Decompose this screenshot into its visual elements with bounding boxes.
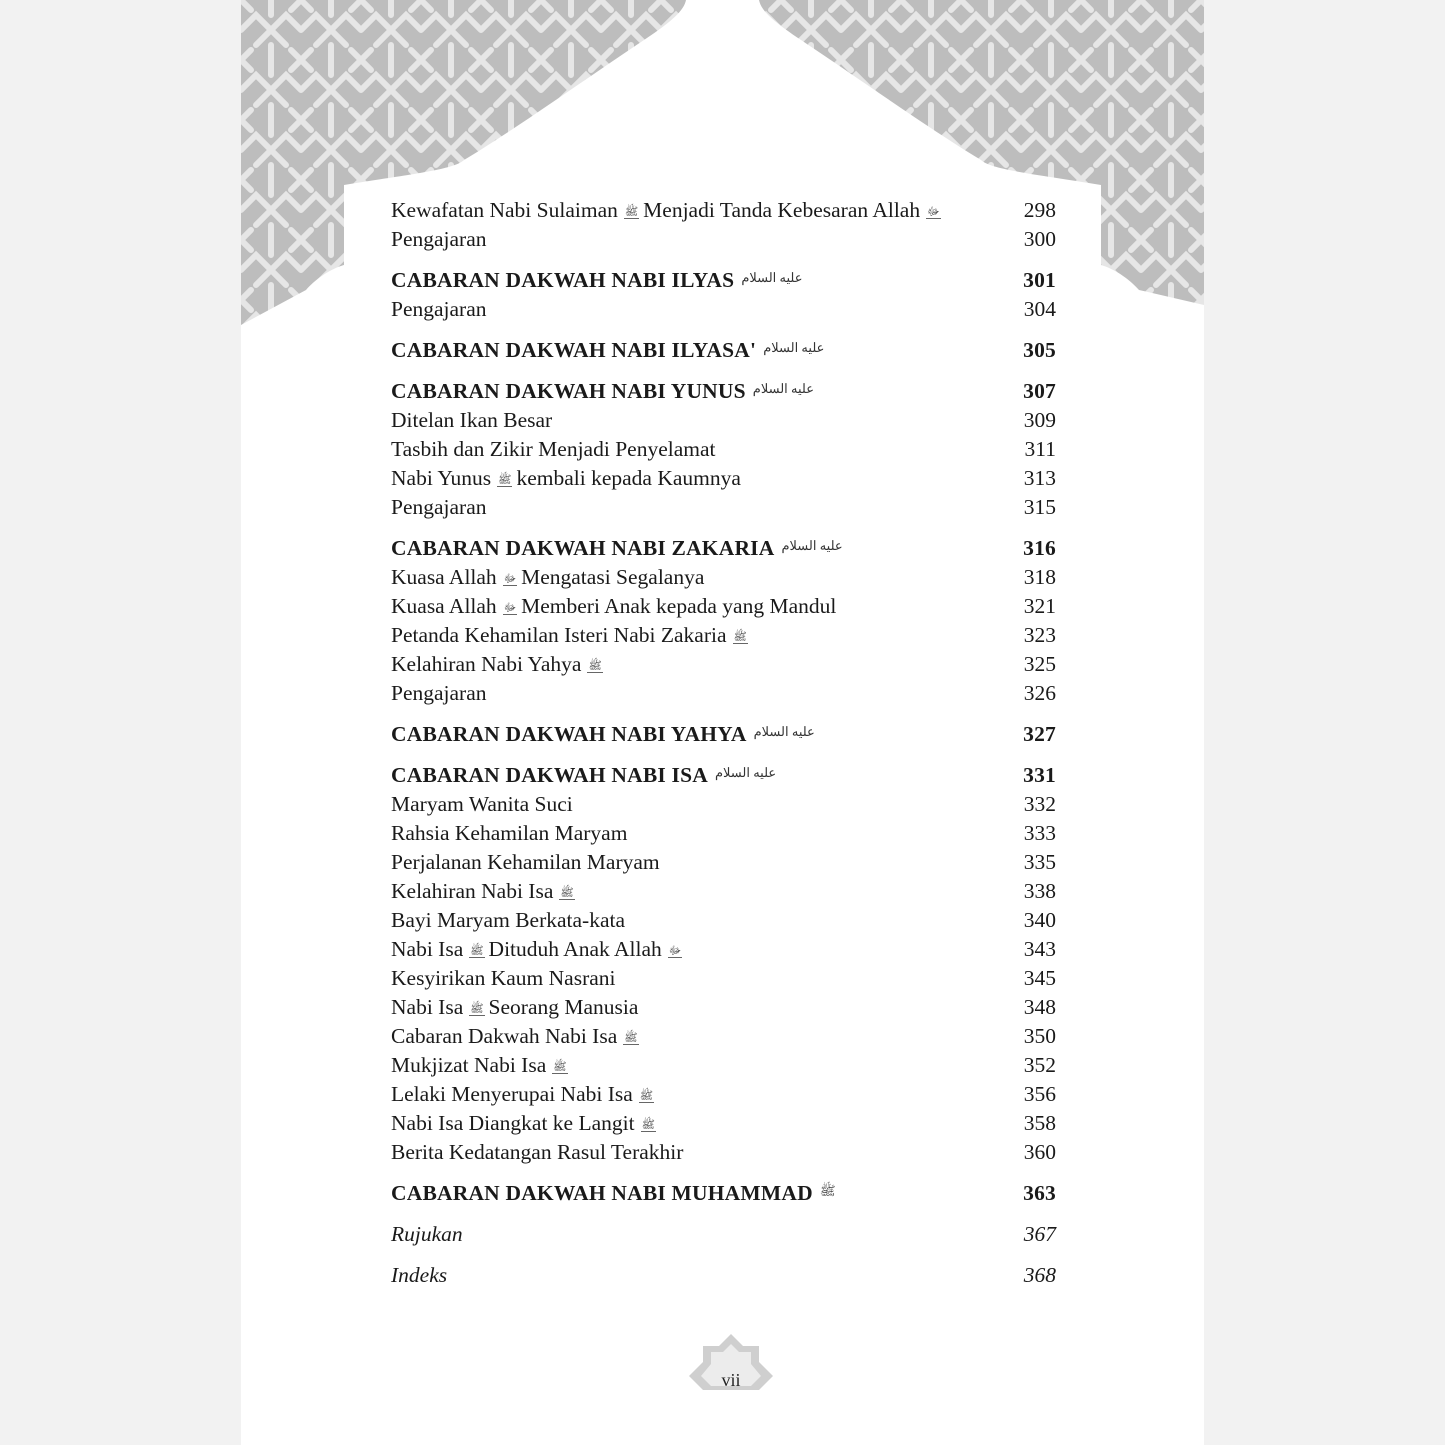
honorific-calligraphy-icon: ﷺ	[733, 631, 747, 643]
toc-entry-title	[391, 848, 660, 877]
toc-page-number: 367	[1023, 1222, 1056, 1246]
toc-entry-title	[391, 877, 579, 906]
toc-entry-text: Bayi Maryam Berkata-kata	[391, 908, 626, 932]
toc-entry[interactable]	[391, 464, 1056, 493]
toc-entry-text: Maryam Wanita Suci	[391, 792, 573, 816]
toc-entry[interactable]	[391, 650, 1056, 679]
toc-entry-title	[391, 534, 848, 563]
page-number: vii	[721, 1370, 741, 1390]
toc-entry-text: Perjalanan Kehamilan Maryam	[391, 850, 660, 874]
toc-page-number: 323	[1023, 623, 1056, 647]
toc-page-number: 309	[1023, 408, 1056, 432]
toc-entry[interactable]	[391, 877, 1056, 906]
honorific-calligraphy-icon: عليه السلام	[752, 381, 814, 396]
toc-entry[interactable]	[391, 819, 1056, 848]
honorific-calligraphy-icon: ﷺ	[470, 945, 484, 957]
toc-entry[interactable]	[391, 1109, 1056, 1138]
toc-entry-title	[391, 1109, 660, 1138]
toc-chapter-heading[interactable]	[391, 720, 1056, 749]
book-page	[241, 0, 1204, 1445]
toc-entry-text: CABARAN DAKWAH NABI ZAKARIA	[391, 536, 775, 560]
toc-entry[interactable]	[391, 196, 1056, 225]
toc-page-number: 327	[1023, 722, 1056, 746]
toc-entry-text-continued: Seorang Manusia	[488, 995, 639, 1019]
toc-page-number: 348	[1023, 995, 1056, 1019]
toc-entry[interactable]	[391, 225, 1056, 254]
honorific-calligraphy-icon: ﷻ	[503, 573, 517, 585]
toc-entry-title	[391, 790, 573, 819]
toc-entry-text: Kesyirikan Kaum Nasrani	[391, 966, 616, 990]
toc-entry[interactable]	[391, 1220, 1056, 1249]
toc-entry-text: Pengajaran	[391, 297, 487, 321]
honorific-calligraphy-icon: ﷺ	[624, 206, 639, 218]
honorific-calligraphy-icon: ﷺ	[470, 1003, 484, 1015]
toc-page-number: 358	[1023, 1111, 1056, 1135]
toc-page-number: 356	[1023, 1082, 1056, 1106]
toc-entry-text: Kuasa Allah	[391, 565, 497, 589]
toc-entry-text-continued: Dituduh Anak Allah	[488, 937, 662, 961]
toc-entry-text: CABARAN DAKWAH NABI YAHYA	[391, 722, 747, 746]
toc-page-number: 345	[1023, 966, 1056, 990]
toc-entry[interactable]	[391, 679, 1056, 708]
toc-entry-title	[391, 1051, 572, 1080]
page-number-badge	[689, 1334, 773, 1394]
toc-entry-text-continued: Menjadi Tanda Kebesaran Allah	[643, 198, 921, 222]
toc-entry-text: Rahsia Kehamilan Maryam	[391, 821, 628, 845]
toc-entry[interactable]	[391, 435, 1056, 464]
toc-entry-title	[391, 592, 836, 621]
toc-entry-title	[391, 196, 945, 225]
toc-page-number: 333	[1023, 821, 1056, 845]
toc-entry-title	[391, 225, 487, 254]
honorific-calligraphy-icon: عليه السلام	[741, 270, 803, 285]
toc-entry-text: CABARAN DAKWAH NABI YUNUS	[391, 379, 746, 403]
honorific-calligraphy-icon: ﷺ	[624, 1032, 638, 1044]
toc-chapter-heading[interactable]	[391, 266, 1056, 295]
toc-page-number: 315	[1023, 495, 1056, 519]
toc-page-number: 343	[1023, 937, 1056, 961]
toc-entry-title	[391, 464, 741, 493]
toc-entry-title	[391, 993, 638, 1022]
toc-entry-text: Nabi Isa	[391, 995, 464, 1019]
toc-page-number: 318	[1023, 565, 1056, 589]
toc-page-number: 316	[1023, 536, 1056, 560]
honorific-calligraphy-icon: ﷺ	[498, 474, 512, 486]
toc-entry-text: Pengajaran	[391, 681, 487, 705]
honorific-calligraphy-icon: ﷺ	[588, 660, 602, 672]
toc-entry-text: CABARAN DAKWAH NABI ILYAS	[391, 268, 735, 292]
toc-entry[interactable]	[391, 295, 1056, 324]
toc-entry[interactable]	[391, 563, 1056, 592]
toc-entry[interactable]	[391, 406, 1056, 435]
toc-page-number: 298	[1023, 198, 1056, 222]
toc-entry-title	[391, 621, 752, 650]
toc-entry-title	[391, 1220, 463, 1249]
toc-page-number: 326	[1023, 681, 1056, 705]
toc-entry-text: Berita Kedatangan Rasul Terakhir	[391, 1140, 684, 1164]
honorific-calligraphy-icon: ﷺ	[819, 1183, 836, 1198]
toc-page-number: 304	[1023, 297, 1056, 321]
toc-entry-text: Pengajaran	[391, 227, 487, 251]
toc-entry-title	[391, 266, 808, 295]
toc-page-number: 335	[1023, 850, 1056, 874]
honorific-calligraphy-icon: ﷻ	[668, 945, 682, 957]
toc-entry-title	[391, 650, 607, 679]
toc-entry-title	[391, 679, 487, 708]
toc-entry-text: Nabi Yunus	[391, 466, 492, 490]
toc-page-number: 350	[1023, 1024, 1056, 1048]
toc-page-number: 305	[1023, 338, 1056, 362]
toc-entry-title	[391, 435, 716, 464]
toc-entry-title	[391, 906, 625, 935]
toc-chapter-heading[interactable]	[391, 336, 1056, 365]
toc-page-number: 313	[1023, 466, 1056, 490]
toc-page-number: 300	[1023, 227, 1056, 251]
toc-entry-text: Ditelan Ikan Besar	[391, 408, 553, 432]
toc-entry-text: Mukjizat Nabi Isa	[391, 1053, 547, 1077]
toc-page-number: 325	[1023, 652, 1056, 676]
toc-entry-text-continued: Memberi Anak kepada yang Mandul	[521, 594, 837, 618]
toc-chapter-heading[interactable]	[391, 1179, 1056, 1208]
toc-page-number: 340	[1023, 908, 1056, 932]
toc-entry-text-continued: kembali kepada Kaumnya	[516, 466, 741, 490]
toc-entry-text: Kelahiran Nabi Isa	[391, 879, 554, 903]
toc-entry[interactable]	[391, 993, 1056, 1022]
toc-entry-text: Petanda Kehamilan Isteri Nabi Zakaria	[391, 623, 727, 647]
toc-page-number: 307	[1023, 379, 1056, 403]
honorific-calligraphy-icon: عليه السلام	[781, 538, 843, 553]
toc-page-number: 321	[1023, 594, 1056, 618]
toc-page-number: 331	[1023, 763, 1056, 787]
toc-entry-title	[391, 964, 616, 993]
toc-entry[interactable]	[391, 493, 1056, 522]
honorific-calligraphy-icon: عليه السلام	[714, 765, 777, 780]
toc-chapter-heading[interactable]	[391, 377, 1056, 406]
toc-entry-text: Lelaki Menyerupai Nabi Isa	[391, 1082, 633, 1106]
honorific-calligraphy-icon: عليه السلام	[753, 724, 815, 739]
toc-entry-title	[391, 377, 819, 406]
table-of-contents	[391, 196, 1056, 1290]
toc-chapter-heading[interactable]	[391, 761, 1056, 790]
toc-entry-text: Kuasa Allah	[391, 594, 497, 618]
toc-entry-text: Cabaran Dakwah Nabi Isa	[391, 1024, 618, 1048]
honorific-calligraphy-icon: ﷻ	[927, 206, 940, 218]
toc-entry-title	[391, 819, 627, 848]
toc-entry[interactable]	[391, 790, 1056, 819]
toc-entry[interactable]	[391, 906, 1056, 935]
toc-entry-text-continued: Mengatasi Segalanya	[521, 565, 705, 589]
toc-entry-title	[391, 1261, 447, 1290]
toc-entry-text: Kewafatan Nabi Sulaiman	[391, 198, 618, 222]
toc-entry[interactable]	[391, 848, 1056, 877]
toc-page-number: 338	[1023, 879, 1056, 903]
toc-entry-title	[391, 720, 820, 749]
toc-entry-title	[391, 295, 487, 324]
toc-entry-text: Pengajaran	[391, 495, 487, 519]
toc-page-number: 368	[1023, 1263, 1056, 1287]
toc-entry[interactable]	[391, 935, 1056, 964]
honorific-calligraphy-icon: ﷺ	[560, 887, 574, 899]
toc-entry[interactable]	[391, 1138, 1056, 1167]
honorific-calligraphy-icon: عليه السلام	[763, 340, 825, 355]
toc-page-number: 301	[1023, 268, 1056, 292]
toc-entry-title	[391, 563, 704, 592]
toc-page-number: 360	[1023, 1140, 1056, 1164]
toc-page-number: 311	[1024, 437, 1056, 461]
toc-entry[interactable]	[391, 964, 1056, 993]
toc-entry-title	[391, 406, 552, 435]
toc-entry-title	[391, 761, 781, 790]
toc-entry-text: Tasbih dan Zikir Menjadi Penyelamat	[391, 437, 716, 461]
toc-entry-title	[391, 1179, 841, 1208]
toc-page-number: 352	[1023, 1053, 1056, 1077]
toc-page-number: 332	[1023, 792, 1056, 816]
toc-entry[interactable]	[391, 1261, 1056, 1290]
toc-entry[interactable]	[391, 1080, 1056, 1109]
toc-entry[interactable]	[391, 592, 1056, 621]
honorific-calligraphy-icon: ﷻ	[503, 602, 517, 614]
toc-entry-text: CABARAN DAKWAH NABI ILYASA'	[391, 338, 757, 362]
toc-entry-title	[391, 1080, 658, 1109]
toc-entry-text: Indeks	[391, 1263, 448, 1287]
toc-page-number: 363	[1023, 1181, 1056, 1205]
toc-entry-text: Rujukan	[391, 1222, 463, 1246]
toc-entry-title	[391, 336, 829, 365]
honorific-calligraphy-icon: ﷺ	[639, 1090, 654, 1102]
toc-entry-title	[391, 493, 487, 522]
toc-entry-title	[391, 1022, 643, 1051]
toc-chapter-heading[interactable]	[391, 534, 1056, 563]
toc-entry-text: Nabi Isa	[391, 937, 464, 961]
toc-entry-text: Kelahiran Nabi Yahya	[391, 652, 582, 676]
toc-entry-text: CABARAN DAKWAH NABI MUHAMMAD	[391, 1181, 813, 1205]
toc-entry[interactable]	[391, 1051, 1056, 1080]
toc-entry[interactable]	[391, 1022, 1056, 1051]
toc-entry-title	[391, 935, 686, 964]
honorific-calligraphy-icon: ﷺ	[553, 1061, 567, 1073]
toc-entry-text: Nabi Isa Diangkat ke Langit	[391, 1111, 635, 1135]
honorific-calligraphy-icon: ﷺ	[641, 1119, 655, 1131]
toc-entry-text: CABARAN DAKWAH NABI ISA	[391, 763, 708, 787]
toc-entry-title	[391, 1138, 683, 1167]
toc-entry[interactable]	[391, 621, 1056, 650]
